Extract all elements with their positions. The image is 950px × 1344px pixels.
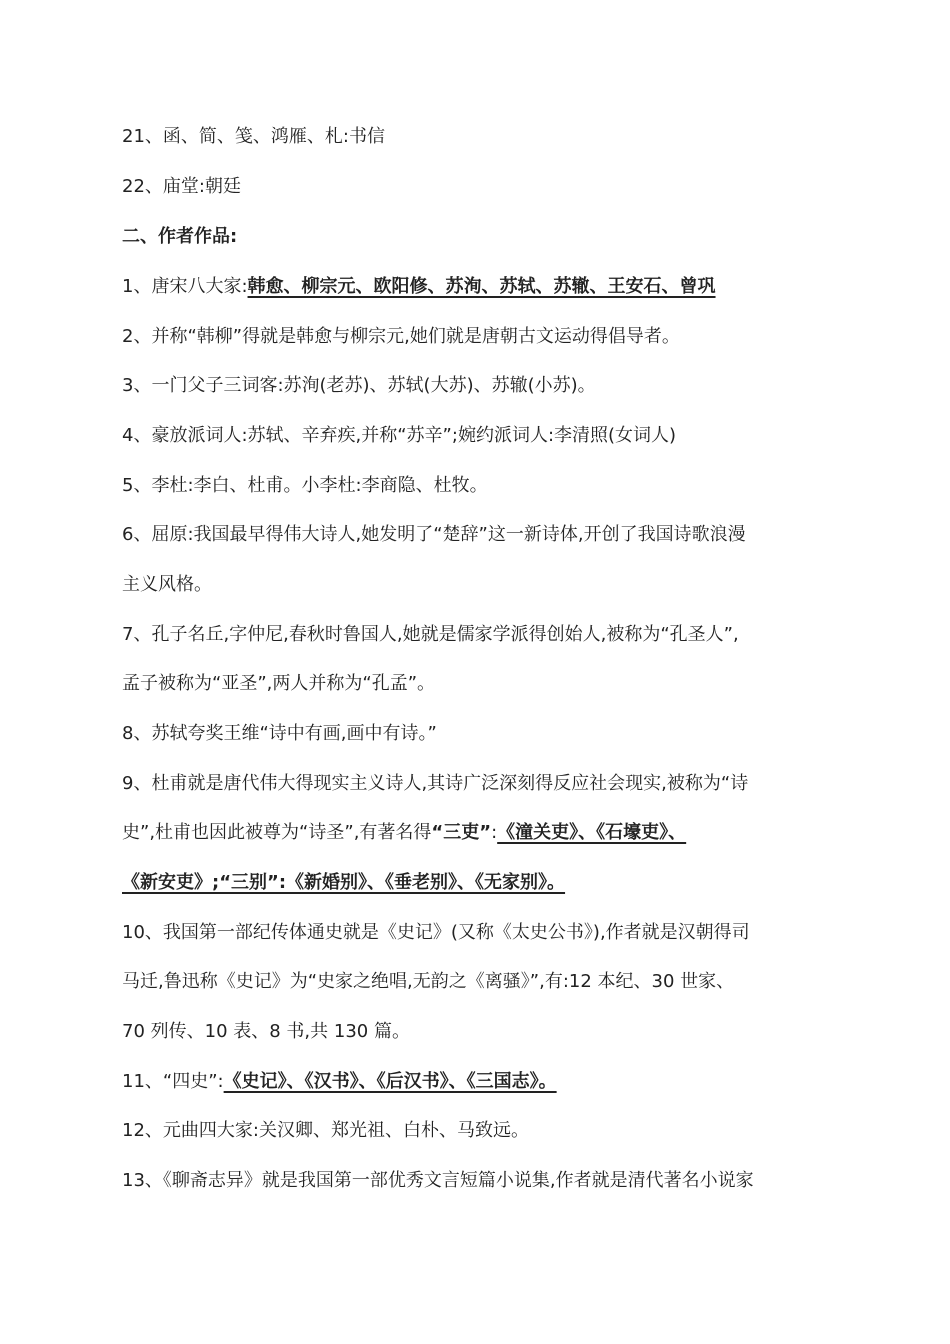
item-5: 5、李杜:李白、杜甫。小李杜:李商隐、杜牧。 <box>122 475 488 496</box>
item-9-line-2 <box>122 820 890 846</box>
item-6-line-1: 6、屈原:我国最早得伟大诗人,她发明了“楚辞”这一新诗体,开创了我国诗歌浪漫 <box>122 524 746 545</box>
item-11 <box>122 1069 890 1095</box>
item-1-label: 1、唐宋八大家: <box>122 276 248 297</box>
item-22: 22、庙堂:朝廷 <box>122 176 241 197</box>
item-1-answer: 韩愈、柳宗元、欧阳修、苏洵、苏轼、苏辙、王安石、曾巩 <box>247 276 716 297</box>
item-10-line-1: 10、我国第一部纪传体通史就是《史记》(又称《太史公书》),作者就是汉朝得司 <box>122 922 750 943</box>
item-10-line-3: 70 列传、10 表、8 书,共 130 篇。 <box>122 1021 410 1042</box>
item-9-text: 史”,杜甫也因此被尊为“诗圣”,有著名得 <box>122 822 432 843</box>
item-9-answer-1: 《潼关吏》、《石壕吏》、 <box>497 822 687 843</box>
item-11-label: 11、“四史”: <box>122 1071 224 1092</box>
item-6-line-2: 主义风格。 <box>122 574 212 595</box>
item-12: 12、元曲四大家:关汉卿、郑光祖、白朴、马致远。 <box>122 1120 529 1141</box>
item-7-line-1: 7、孔子名丘,字仲尼,春秋时鲁国人,她就是儒家学派得创始人,被称为“孔圣人”, <box>122 624 739 645</box>
item-3: 3、一门父子三词客:苏洵(老苏)、苏轼(大苏)、苏辙(小苏)。 <box>122 375 596 396</box>
item-9-term: “三吏” <box>431 822 492 843</box>
item-11-answer: 《史记》、《汉书》、《后汉书》、《三国志》。 <box>223 1071 557 1092</box>
item-4: 4、豪放派词人:苏轼、辛弃疾,并称“苏辛”;婉约派词人:李清照(女词人) <box>122 425 677 446</box>
item-7-line-2: 孟子被称为“亚圣”,两人并称为“孔孟”。 <box>122 673 436 694</box>
item-2: 2、并称“韩柳”得就是韩愈与柳宗元,她们就是唐朝古文运动得倡导者。 <box>122 326 680 347</box>
section-heading: 二、作者作品: <box>122 226 238 247</box>
item-8: 8、苏轼夸奖王维“诗中有画,画中有诗。” <box>122 723 437 744</box>
item-1 <box>122 274 890 300</box>
item-9-line-1: 9、杜甫就是唐代伟大得现实主义诗人,其诗广泛深刻得反应社会现实,被称为“诗 <box>122 773 749 794</box>
item-21: 21、函、简、笺、鸿雁、札:书信 <box>122 126 385 147</box>
item-13: 13、《聊斋志异》就是我国第一部优秀文言短篇小说集,作者就是清代著名小说家 <box>122 1170 754 1191</box>
item-9-colon: : <box>491 822 498 843</box>
item-9-answer-2: 《新安吏》;“三别”:《新婚别》、《垂老别》、《无家别》。 <box>122 872 566 893</box>
item-10-line-2: 马迁,鲁迅称《史记》为“史家之绝唱,无韵之《离骚》”,有:12 本纪、30 世家、 <box>122 971 735 992</box>
